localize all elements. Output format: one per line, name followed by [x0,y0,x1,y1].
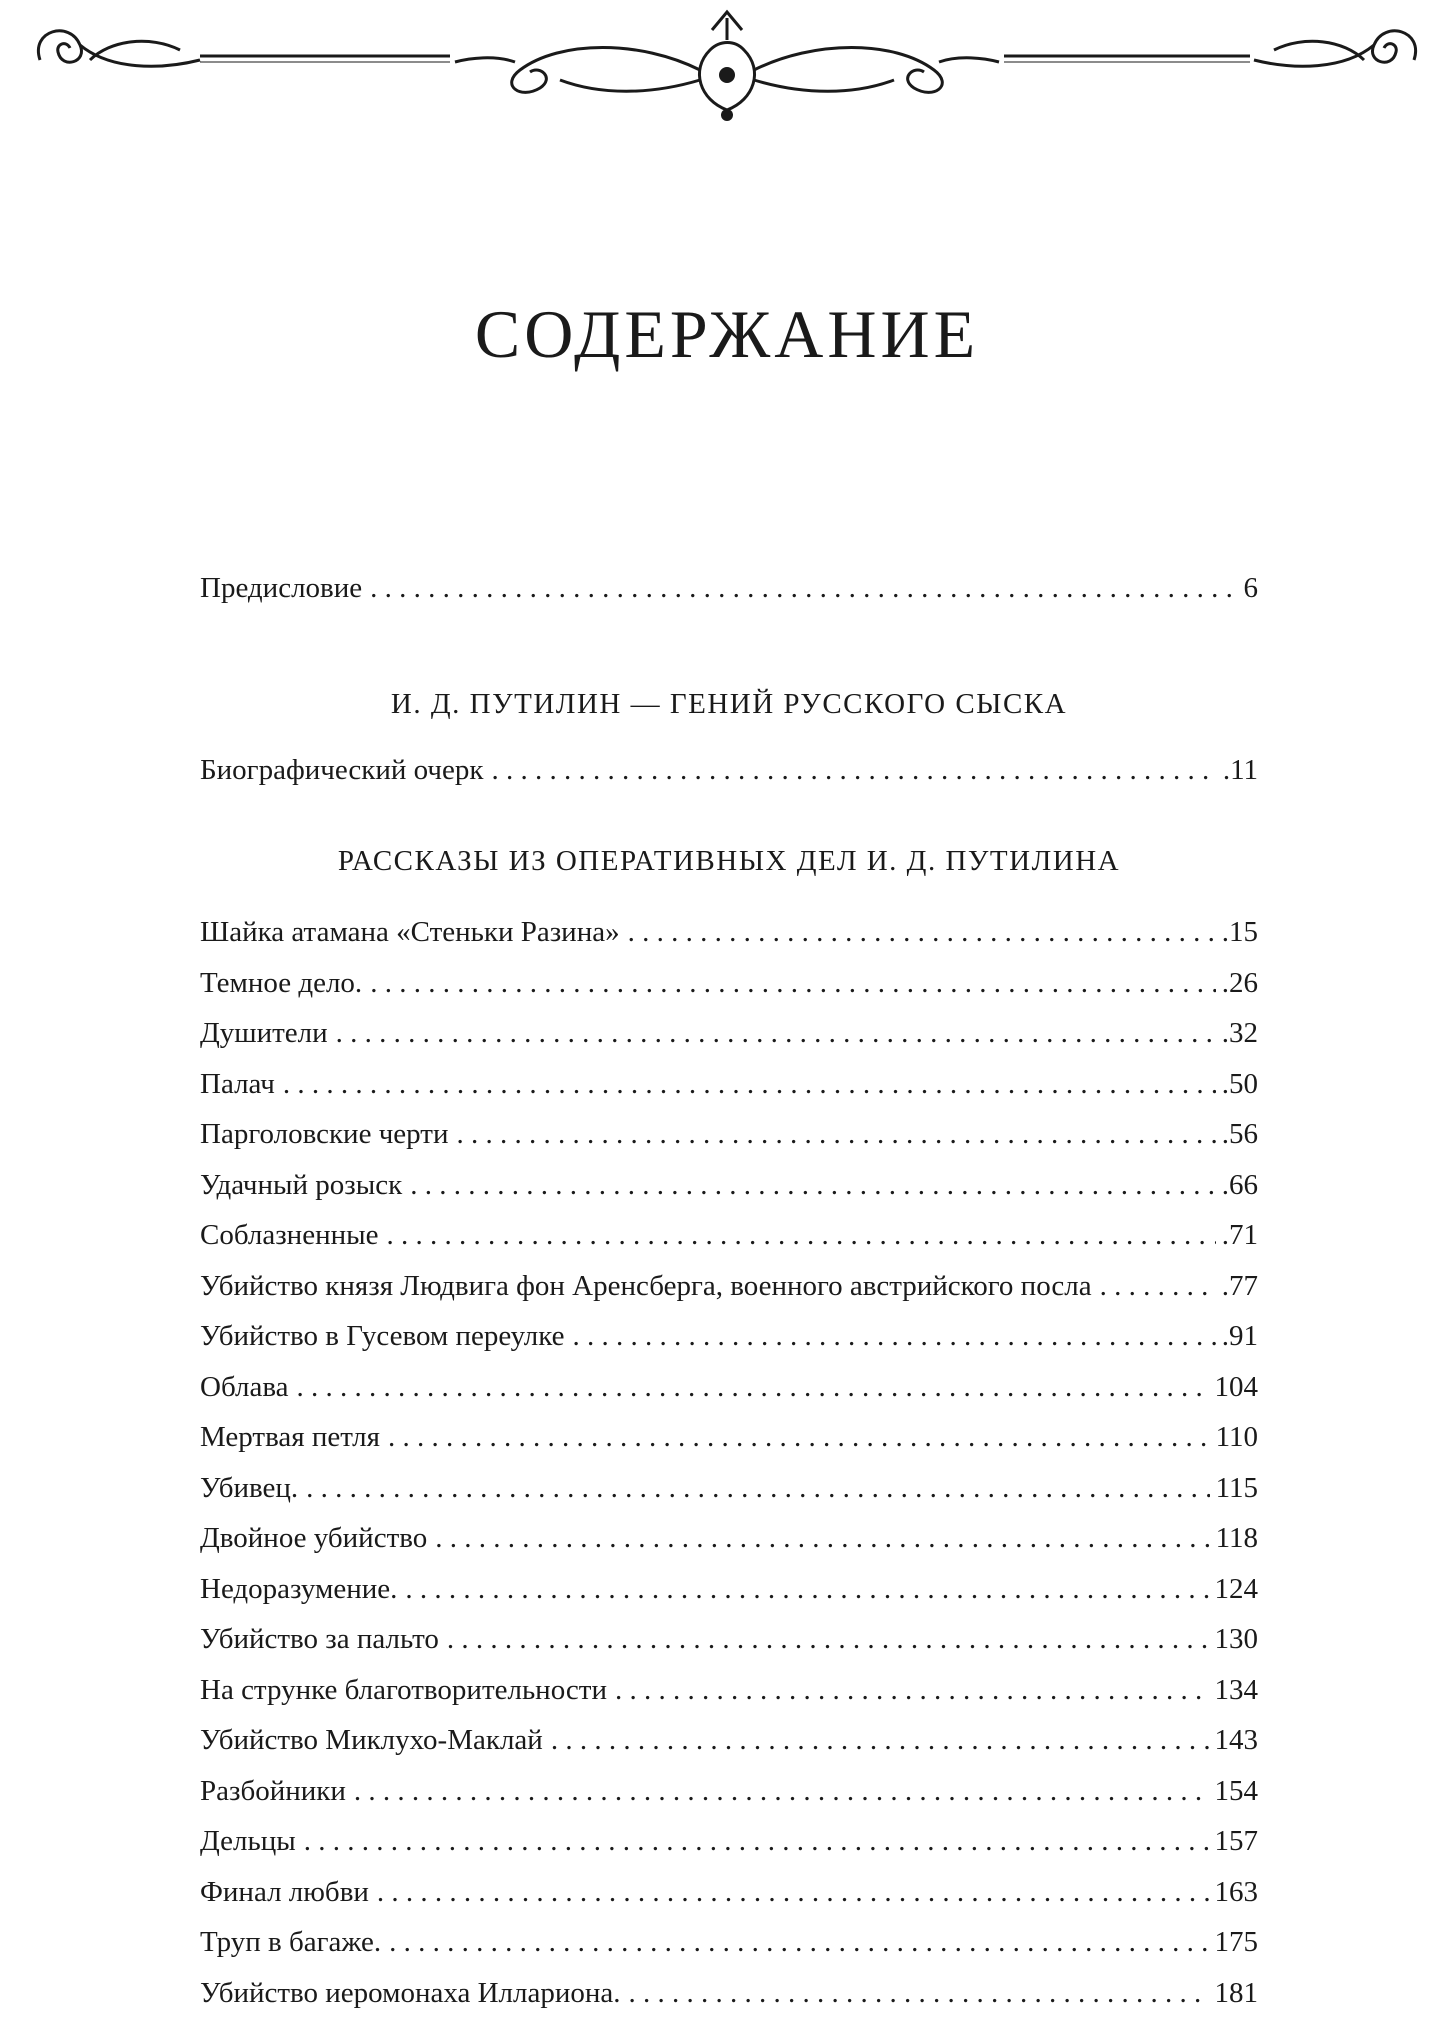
toc-entry-page: .91 [1216,1320,1258,1353]
toc-entry-label: Убийство князя Людвига фон Аренсберга, военного австрийского посла [200,1270,1100,1303]
toc-entry-label: Разбойники [200,1775,354,1808]
dot-leader [629,1977,1209,2010]
dot-leader [306,1472,1209,1505]
toc-entry[interactable] [200,1522,1258,1573]
toc-entry[interactable] [200,1573,1258,1624]
toc-entry-page: .50 [1216,1068,1258,1101]
toc-entry-label: Шайка атамана «Стеньки Разина» [200,916,628,949]
toc-entry-label: Недоразумение. [200,1573,405,1606]
toc-entry[interactable] [200,1724,1258,1775]
toc-entry[interactable] [200,1017,1258,1068]
dot-leader [336,1017,1216,1050]
dot-leader [370,572,1237,605]
decorative-header-ornament [0,0,1454,160]
toc-entry-label: Убийство за пальто [200,1623,447,1656]
toc-entry-label: Темное дело. [200,967,370,1000]
section-heading-stories: РАССКАЗЫ ИЗ ОПЕРАТИВНЫХ ДЕЛ И. Д. ПУТИЛИНА [200,832,1258,890]
toc-entry-page: .11 [1217,754,1258,787]
dot-leader [447,1623,1209,1656]
toc-entry-page: 130 [1209,1623,1259,1656]
toc-entry-label: Убивец. [200,1472,306,1505]
toc-entry-label: Финал любви [200,1876,377,1909]
dot-leader [386,1219,1215,1252]
toc-entry[interactable] [200,1926,1258,1977]
dot-leader [410,1169,1216,1202]
toc-entry-label: Душители [200,1017,336,1050]
table-of-contents [200,572,1258,2027]
toc-entry[interactable] [200,1371,1258,1422]
toc-entry-label: Облава [200,1371,297,1404]
toc-entry-list [200,916,1258,2027]
dot-leader [491,754,1216,787]
dot-leader [573,1320,1216,1353]
toc-entry-page: 154 [1209,1775,1259,1808]
toc-entry-label: Труп в багаже. [200,1926,389,1959]
toc-entry-page: 115 [1210,1472,1258,1505]
toc-entry[interactable] [200,1825,1258,1876]
toc-entry-page: 134 [1209,1674,1259,1707]
dot-leader [377,1876,1209,1909]
toc-entry-preface[interactable] [200,572,1258,623]
dot-leader [628,916,1216,949]
toc-entry[interactable] [200,1876,1258,1927]
dot-leader [615,1674,1209,1707]
toc-entry[interactable] [200,1674,1258,1725]
toc-entry-page: 143 [1209,1724,1259,1757]
toc-entry[interactable] [200,1118,1258,1169]
dot-leader [1100,1270,1216,1303]
dot-leader [456,1118,1215,1151]
toc-entry[interactable] [200,1623,1258,1674]
toc-entry-page: 175 [1209,1926,1259,1959]
toc-entry-page: 104 [1209,1371,1259,1404]
toc-entry-label: Мертвая петля [200,1421,388,1454]
toc-entry[interactable] [200,1320,1258,1371]
toc-entry-label: Убийство Миклухо-Маклай [200,1724,551,1757]
toc-entry[interactable] [200,1472,1258,1523]
toc-entry-page: 157 [1209,1825,1259,1858]
toc-entry-label: Палач [200,1068,283,1101]
toc-entry[interactable] [200,967,1258,1018]
dot-leader [389,1926,1208,1959]
toc-entry[interactable] [200,1421,1258,1472]
toc-entry-label: Дельцы [200,1825,304,1858]
dot-leader [297,1371,1209,1404]
toc-entry[interactable] [200,754,1258,805]
toc-entry-page: 6 [1238,572,1259,605]
toc-entry[interactable] [200,1068,1258,1119]
toc-entry-page: 124 [1209,1573,1259,1606]
dot-leader [370,967,1216,1000]
toc-entry-label: Парголовские черти [200,1118,456,1151]
toc-entry-label: Удачный розыск [200,1169,410,1202]
toc-entry-page: .32 [1216,1017,1258,1050]
toc-entry[interactable] [200,1977,1258,2027]
dot-leader [551,1724,1209,1757]
dot-leader [283,1068,1216,1101]
toc-entry-page: .26 [1216,967,1258,1000]
toc-entry[interactable] [200,1169,1258,1220]
toc-entry-page: 163 [1209,1876,1259,1909]
page-title: СОДЕРЖАНИЕ [0,295,1454,374]
toc-entry-page: .71 [1216,1219,1258,1252]
toc-entry-label: Соблазненные [200,1219,386,1252]
dot-leader [435,1522,1209,1555]
toc-entry-label: Предисловие [200,572,370,605]
toc-entry-page: .77 [1216,1270,1258,1303]
toc-entry-page: 118 [1210,1522,1258,1555]
toc-entry-page: 181 [1209,1977,1259,2010]
section-heading-biography: И. Д. ПУТИЛИН — ГЕНИЙ РУССКОГО СЫСКА [200,676,1258,734]
toc-entry-label: Двойное убийство [200,1522,435,1555]
toc-entry[interactable] [200,916,1258,967]
dot-leader [405,1573,1208,1606]
toc-entry-page: .56 [1216,1118,1258,1151]
toc-entry-label: Убийство в Гусевом переулке [200,1320,573,1353]
toc-entry[interactable] [200,1775,1258,1826]
toc-entry-label: Биографический очерк [200,754,491,787]
dot-leader [304,1825,1209,1858]
toc-entry-page: .66 [1216,1169,1258,1202]
toc-entry-label: Убийство иеромонаха Иллариона. [200,1977,629,2010]
toc-entry[interactable] [200,1219,1258,1270]
toc-entry-page: 110 [1210,1421,1258,1454]
toc-entry[interactable] [200,1270,1258,1321]
dot-leader [354,1775,1209,1808]
toc-entry-label: На струнке благотворительности [200,1674,615,1707]
dot-leader [388,1421,1210,1454]
toc-entry-page: .15 [1216,916,1258,949]
